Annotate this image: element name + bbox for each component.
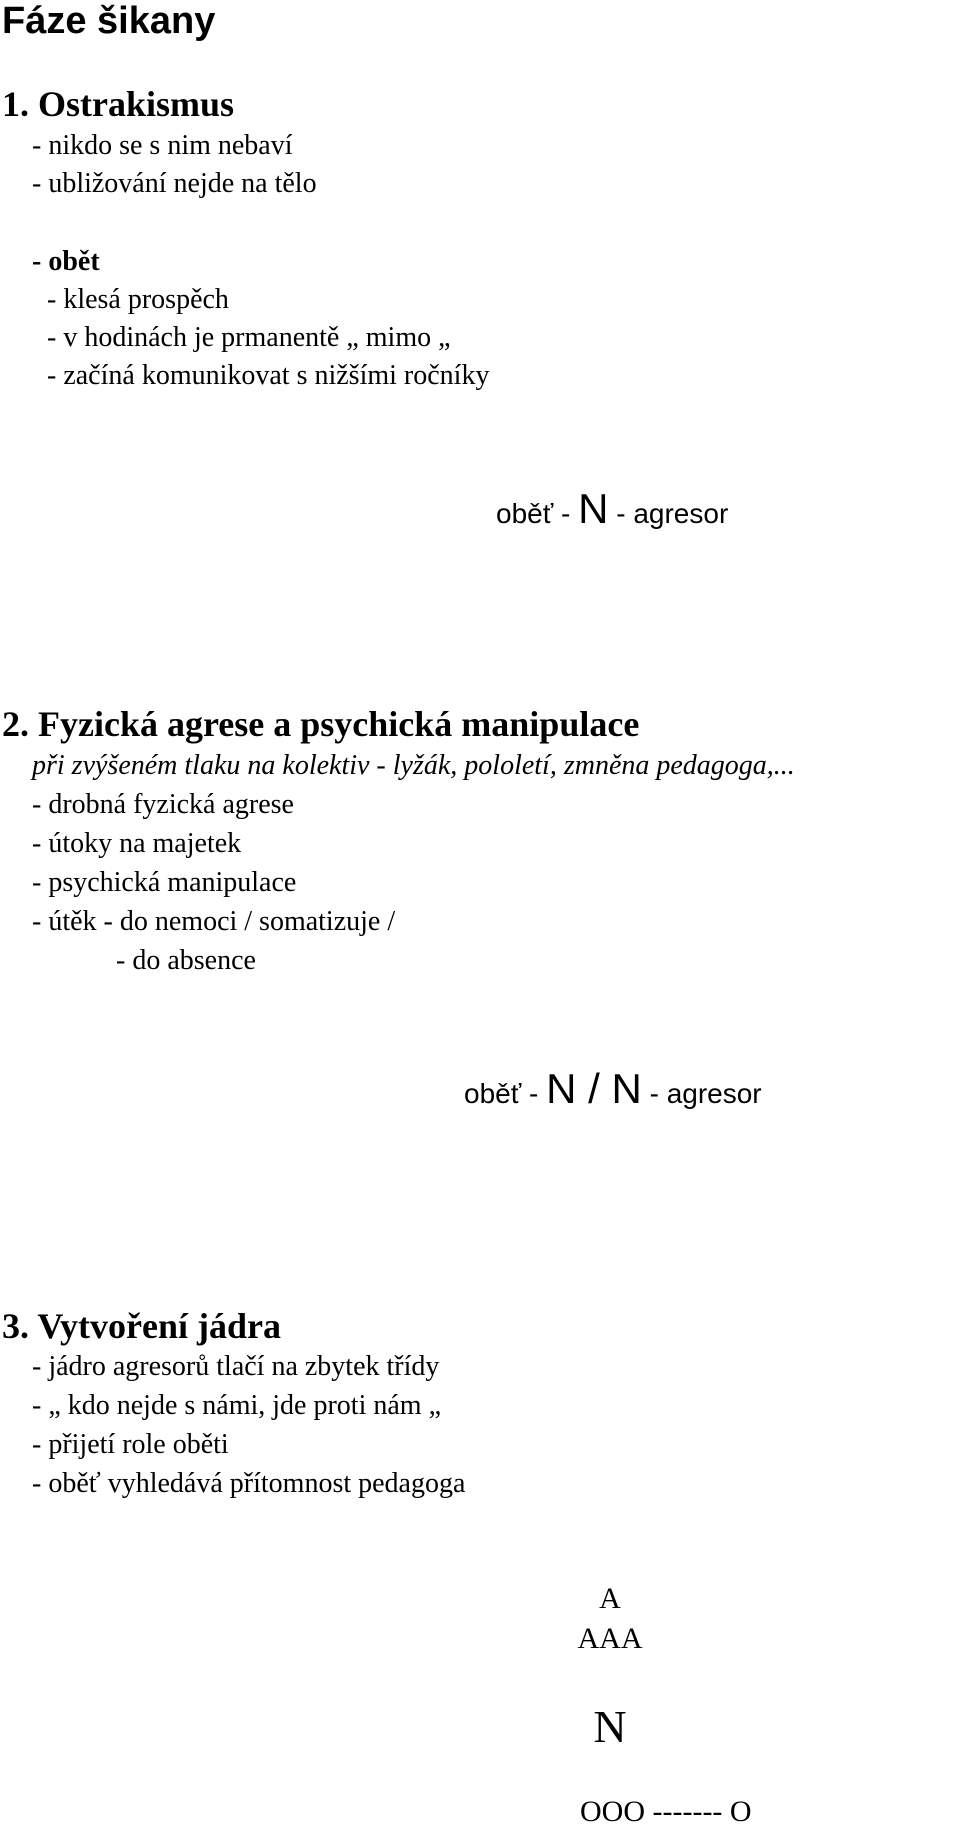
section-2-item: - do absence [116,945,256,976]
section-1-subitem: - klesá prospěch [47,284,229,315]
section-1-item: - nikdo se s nim nebaví [32,130,293,161]
diagram-neutral-n: N [578,485,609,532]
diagram-neutral-n: N [611,1065,642,1112]
section-1-diagram [496,485,729,532]
section-2-note: při zvýšeném tlaku na kolektiv - lyžák, pololetí, zmněna pedagoga,... [32,750,795,781]
diagram-separator: / [576,1065,612,1112]
section-3-heading: 3. Vytvoření jádra [2,1306,281,1346]
section-3-item: - jádro agresorů tlačí na zbytek třídy [32,1351,440,1382]
section-3-item: - oběť vyhledává přítomnost pedagoga [32,1468,466,1499]
section-2-item: - psychická manipulace [32,867,297,898]
section-2-heading: 2. Fyzická agrese a psychická manipulace [2,704,640,744]
diagram-label-aggressor: - agresor [641,1078,762,1109]
section-3-item: - „ kdo nejde s námi, jde proti nám „ [32,1390,441,1421]
section-2-diagram [464,1065,762,1112]
section-1-subheading: - obět [32,246,100,277]
section-1-heading: 1. Ostrakismus [2,84,235,124]
diagram-label-aggressor: - agresor [608,498,729,529]
section-3-diagram-neutral-n: N [593,1701,627,1752]
section-1-item: - ubližování nejde na tělo [32,168,317,199]
diagram-neutral-n: N [546,1065,577,1112]
page-title: Fáze šikany [2,0,216,42]
section-2-item: - útoky na majetek [32,828,242,859]
section-2-item: - drobná fyzická agrese [32,789,294,820]
diagram-label-victim: oběť - [496,498,579,529]
section-2-item: - útěk - do nemoci / somatizuje / [32,906,396,937]
section-1-subitem: - začíná komunikovat s nižšími ročníky [47,360,490,391]
section-3-diagram-victims: OOO ------- O [580,1795,752,1828]
section-3-item: - přijetí role oběti [32,1429,229,1460]
section-1-subitem: - v hodinách je prmanentě „ mimo „ [47,322,451,353]
section-3-diagram-aggressor-core: AAA [577,1622,643,1655]
diagram-label-victim: oběť - [464,1078,547,1109]
section-3-diagram-aggressor-top: A [599,1582,621,1615]
